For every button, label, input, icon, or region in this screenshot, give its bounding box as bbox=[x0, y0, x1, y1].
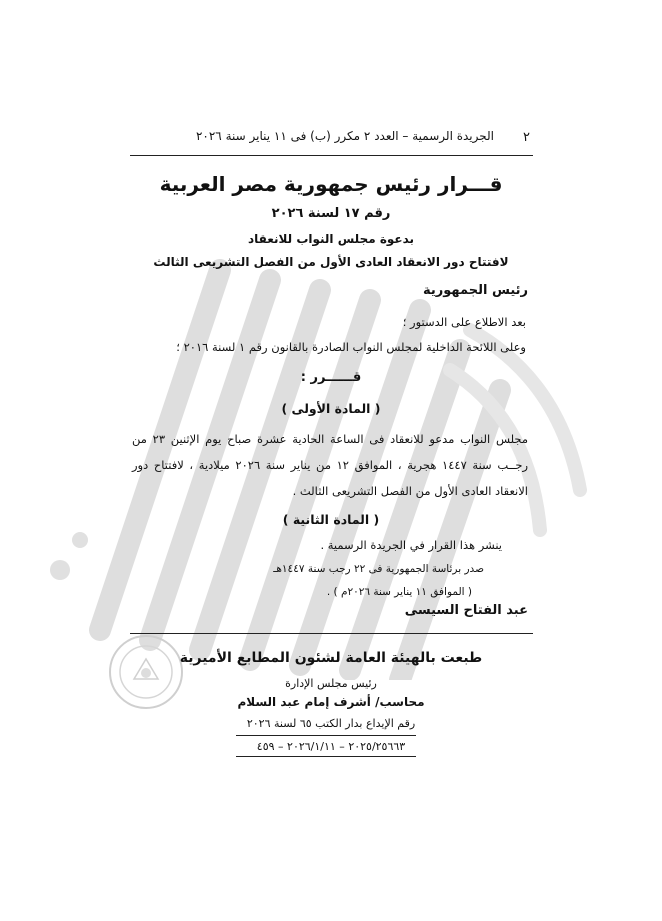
serial-divider bbox=[236, 756, 416, 757]
page-number: ٢ bbox=[523, 130, 530, 145]
president-heading: رئيس الجمهورية bbox=[423, 283, 528, 298]
deposit-divider bbox=[236, 735, 416, 736]
decree-subject-line-2: لافتتاح دور الانعقاد العادى الأول من الفصل التشريعى الثالث bbox=[153, 255, 509, 269]
board-chairman-title: رئيس مجلس الإدارة bbox=[285, 677, 377, 690]
decided-heading: قــــــرر : bbox=[300, 370, 362, 385]
article-1-body: مجلس النواب مدعو للانعقاد فى الساعة الحادية عشرة صباح يوم الإثنين ٢٣ من رجــب سنة ١٤٤٧ هجرية ، الموافق ١٢ من يناير سنة ٢٠٢٦ ميلادية ، لافتتاح دور الانعقاد العادى الأول من الفصل التشريعى الثالث . bbox=[132, 432, 529, 498]
decree-number: رقم ١٧ لسنة ٢٠٢٦ bbox=[271, 206, 391, 221]
decree-subject-line-1: بدعوة مجلس النواب للانعقاد bbox=[247, 232, 415, 246]
gazette-header: الجريدة الرسمية – العدد ٢ مكرر (ب) فى ١١ يناير سنة ٢٠٢٦ bbox=[195, 129, 494, 143]
footer-divider bbox=[130, 633, 533, 634]
header-divider bbox=[130, 155, 533, 156]
preamble-constitution: بعد الاطلاع على الدستور ؛ bbox=[402, 315, 526, 329]
article-1-title: ( المادة الأولى ) bbox=[281, 401, 381, 416]
print-serial: ٢٠٢٥/٢٥٦٦٣ – ٢٠٢٦/١/١١ – ٤٥٩ bbox=[256, 740, 406, 753]
preamble-bylaws: وعلى اللائحة الداخلية لمجلس النواب الصادرة بالقانون رقم ١ لسنة ٢٠١٦ ؛ bbox=[176, 340, 526, 354]
article-2-title: ( المادة الثانية ) bbox=[282, 512, 380, 527]
board-chairman-name: محاسب/ أشرف إمام عبد السلام bbox=[237, 695, 425, 709]
issued-date-gregorian: ( الموافق ١١ يناير سنة ٢٠٢٦م ) . bbox=[326, 586, 472, 598]
decree-title: قـــرار رئيس جمهورية مصر العربية bbox=[159, 172, 503, 196]
president-signature: عبد الفتاح السيسى bbox=[404, 603, 528, 618]
issued-date-hijri: صدر برئاسة الجمهورية فى ٢٢ رجب سنة ١٤٤٧هـ bbox=[273, 563, 484, 575]
legal-deposit-number: رقم الإيداع بدار الكتب ٦٥ لسنة ٢٠٢٦ bbox=[246, 717, 416, 730]
printed-by: طبعت بالهيئة العامة لشئون المطابع الأميرية bbox=[179, 650, 483, 666]
article-2-body: ينشر هذا القرار في الجريدة الرسمية . bbox=[320, 538, 502, 552]
